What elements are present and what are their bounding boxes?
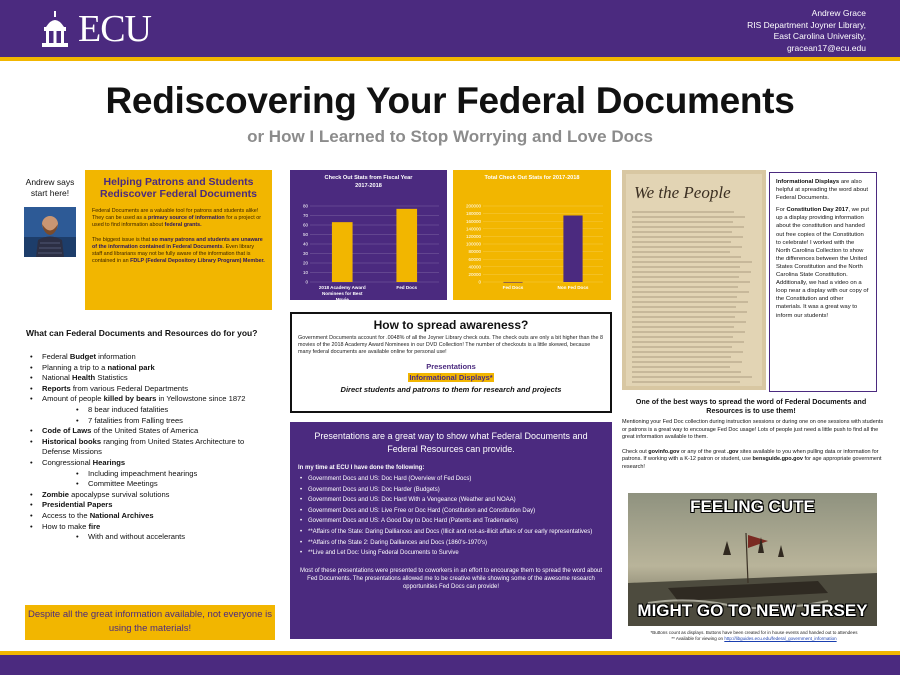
can-do-item: • Planning a trip to a national park: [28, 363, 273, 374]
chart-total-checkouts: [453, 170, 611, 300]
chart-title-line-2: 2017-2018: [355, 183, 382, 189]
bar: [563, 216, 582, 283]
constitution-heading: We the People: [634, 183, 731, 202]
helping-paragraph-2: The biggest issue is that so many patrons and students are unaware of the information contained in Federal Documents. Even library staff and librarians may not be fully aware of the information that is contained in an FDLP (Federal Depository Library Program) Member.: [92, 237, 265, 264]
spread-body: [622, 419, 884, 478]
chart-title: Total Check Out Stats for 2017-2018: [484, 175, 580, 181]
can-do-item: • Zombie apocalypse survival solutions: [28, 490, 273, 501]
can-do-item: • Code of Laws of the United States of America: [28, 426, 273, 437]
awareness-body: Government Documents account for .0048% of all the Joyner Library check outs. The check outs are only a bit higher than the 8 movies of the 2018 Academy Award Nominees in our DVD Collection! The number of checkouts is a little skewed, because many federal documents are available online for personal use!: [298, 335, 603, 355]
ecu-logo: [38, 7, 151, 51]
can-do-subitem: • 7 fatalities from Falling trees: [28, 416, 273, 427]
x-tick-label: 2018 Academy Award: [318, 285, 366, 290]
presentations-list: [298, 474, 604, 559]
y-tick-label: 140000: [465, 226, 481, 232]
awareness-direct: Direct students and patrons to them for research and projects: [340, 385, 562, 394]
bar: [332, 222, 353, 282]
y-tick-label: 20000: [468, 272, 481, 277]
can-do-item: • National Health Statistics: [28, 373, 273, 384]
can-do-item: • Access to the National Archives: [28, 511, 273, 522]
can-do-subitem: • With and without accelerants: [28, 532, 273, 543]
author-university: East Carolina University,: [773, 31, 866, 41]
despite-callout: Despite all the great information available, not everyone is using the materials!: [25, 605, 275, 640]
y-tick-label: 70: [302, 213, 308, 219]
can-do-item: • Reports from various Federal Departments: [28, 384, 273, 395]
poster-title: Rediscovering Your Federal Documents: [105, 80, 795, 121]
chart-2-svg: [453, 170, 611, 300]
y-tick-label: 50: [302, 232, 308, 238]
helping-title: Helping Patrons and Students Rediscover Federal Documents: [100, 176, 257, 200]
meme-image: [628, 493, 877, 626]
helping-paragraph-1: Federal Documents are a valuable tool for patrons and students alike! They can be used as a primary source of information for a project or used to find information about federal grants.: [92, 208, 261, 228]
presentation-item: • Government Docs and US: A Good Day to Doc Hard (Patents and Trademarks): [298, 516, 604, 527]
can-do-heading: What can Federal Documents and Resources do for you?: [26, 328, 258, 338]
presentation-item: • Government Docs and US: Doc Hard (Overview of Fed Docs): [298, 474, 604, 485]
x-tick-label: Movie: [335, 297, 349, 300]
y-tick-label: 180000: [465, 211, 481, 217]
footnote-1: *Buttons count as displays. Buttons have been created for in house events and handed out to attendees: [650, 630, 858, 635]
presentation-item: • Government Docs and US: Live Free or Doc Hard (Constitution and Constitution Day): [298, 506, 604, 517]
header-gold-stripe: [0, 57, 900, 61]
info-paragraph-2: For Constitution Day 2017, we put up a display providing information about the constitution and handed out free copies of the Constitution to celebrate! I worked with the North Carolina Collection to show the differences between the United States Constitution and the North Carolina State Constitution. Additionally, we had a video on a loop near a display with our copy of the Constitution and other materials. It was a great way to inform our students!: [776, 207, 869, 319]
chart-1-svg: [290, 170, 447, 300]
can-do-item: • Presidential Papers: [28, 500, 273, 511]
can-do-subitem: • 8 bear induced fatalities: [28, 405, 273, 416]
can-do-subitem: • Including impeachment hearings: [28, 469, 273, 480]
x-tick-label: Non Fed Docs: [557, 285, 589, 290]
footer-bar: [0, 655, 900, 675]
y-tick-label: 10: [302, 270, 308, 276]
presentation-item: • Government Docs and US: Doc Hard With a Vengeance (Weather and NOAA): [298, 495, 604, 506]
presentation-item: • **Affairs of the State: Daring Dalliances and Docs (Illicit and not-as-illicit affairs of our early representatives): [298, 527, 604, 538]
y-tick-label: 80000: [468, 249, 481, 255]
spread-title: One of the best ways to spread the word of Federal Documents and Resources is to use them!: [635, 397, 867, 415]
author-department: RIS Department Joyner Library,: [747, 19, 866, 30]
spread-paragraph-1: Mentioning your Fed Doc collection during instruction sessions or during one on one sessions with students or patrons is a great way to encourage Fed Doc usage! Lots of people just need a little push to find all the great information available to them.: [622, 419, 884, 440]
presentations-box: [290, 422, 612, 639]
bar: [396, 209, 417, 282]
bar: [503, 282, 522, 283]
presentation-item: • **Affairs of the State 2: Daring Dalliances and Docs (1860's-1970's): [298, 538, 604, 549]
presentations-footer: Most of these presentations were presented to coworkers in an effort to encourage them to spread the word about Fed Documents. The presentations allowed me to be creative while showing some of the awesome research opportunities Fed Docs can provide!: [299, 567, 603, 590]
helping-patrons-box: [85, 170, 272, 310]
presentations-intro: In my time at ECU I have done the following:: [298, 465, 425, 471]
x-tick-label: Fed Docs: [396, 285, 418, 290]
awareness-title: How to spread awareness?: [373, 318, 529, 332]
author-block: [646, 8, 866, 54]
x-tick-label: Nominees for Best: [321, 291, 363, 296]
chart-title: Check Out Stats from Fiscal Year: [324, 175, 413, 181]
can-do-list: [28, 352, 273, 543]
author-photo: [24, 207, 76, 257]
andrew-says-label: Andrew says start here!: [25, 177, 75, 198]
y-tick-label: 160000: [465, 218, 481, 224]
y-tick-label: 20: [302, 260, 308, 266]
libguides-link[interactable]: http://libguides.ecu.edu/federal_government_information: [724, 636, 837, 641]
meme-top-text: FEELING CUTE: [690, 497, 815, 516]
presentations-heading: Presentations are a great way to show what Federal Documents and Federal Resources can provide.: [314, 431, 588, 454]
meme-bottom-text: MIGHT GO TO NEW JERSEY: [637, 601, 868, 620]
x-tick-label: Fed Docs: [502, 285, 524, 290]
y-tick-label: 40: [302, 241, 308, 247]
presentation-item: • **Live and Let Doc: Using Federal Documents to Survive: [298, 548, 604, 559]
can-do-item: • Federal Budget information: [28, 352, 273, 363]
info-paragraph-1: Informational Displays are also helpful at spreading the word about Federal Documents.: [776, 179, 869, 202]
can-do-item: • Amount of people killed by bears in Yellowstone since 1872: [28, 394, 273, 405]
author-email[interactable]: gracean17@ecu.edu: [786, 42, 866, 53]
logo-wordmark: ECU: [78, 8, 151, 50]
can-do-subitem: • Committee Meetings: [28, 479, 273, 490]
y-tick-label: 0: [478, 279, 481, 285]
footnotes: [626, 630, 882, 642]
can-do-item: • How to make fire: [28, 522, 273, 533]
bensguide-link[interactable]: bensguide.gpo.gov: [752, 456, 803, 462]
y-tick-label: 40000: [468, 264, 481, 270]
y-tick-label: 60000: [468, 256, 481, 262]
cupola-icon: [38, 9, 72, 49]
poster-subtitle: or How I Learned to Stop Worrying and Love Docs: [247, 127, 653, 146]
y-tick-label: 30: [302, 251, 308, 257]
author-name: Andrew Grace: [811, 8, 866, 18]
footnote-2: ** Available for viewing on http://libguides.ecu.edu/federal_government_information: [671, 636, 837, 641]
spread-paragraph-2: Check out govinfo.gov or any of the great .gov sites available to you when pulling data or information for patrons. If working with a K-12 patron or student, use bensguide.gpo.gov for age appropriate government research!: [622, 448, 882, 470]
govinfo-link[interactable]: govinfo.gov: [648, 448, 680, 455]
y-tick-label: 0: [305, 279, 308, 285]
informational-displays-box: [769, 172, 877, 392]
y-tick-label: 60: [302, 222, 308, 228]
chart-fiscal-year-checkouts: [290, 170, 447, 300]
constitution-image: [622, 170, 766, 390]
y-tick-label: 200000: [465, 203, 481, 209]
can-do-item: • Historical books ranging from United States Architecture to Defense Missions: [28, 437, 273, 458]
awareness-info-displays: Informational Displays*: [409, 373, 493, 382]
can-do-item: • Congressional Hearings: [28, 458, 273, 469]
awareness-presentations: Presentations: [426, 362, 476, 371]
y-tick-label: 100000: [465, 241, 481, 247]
awareness-box: [290, 312, 612, 413]
y-tick-label: 120000: [465, 234, 481, 239]
y-tick-label: 80: [302, 203, 308, 209]
presentation-item: • Government Docs and US: Doc Harder (Budgets): [298, 485, 604, 496]
